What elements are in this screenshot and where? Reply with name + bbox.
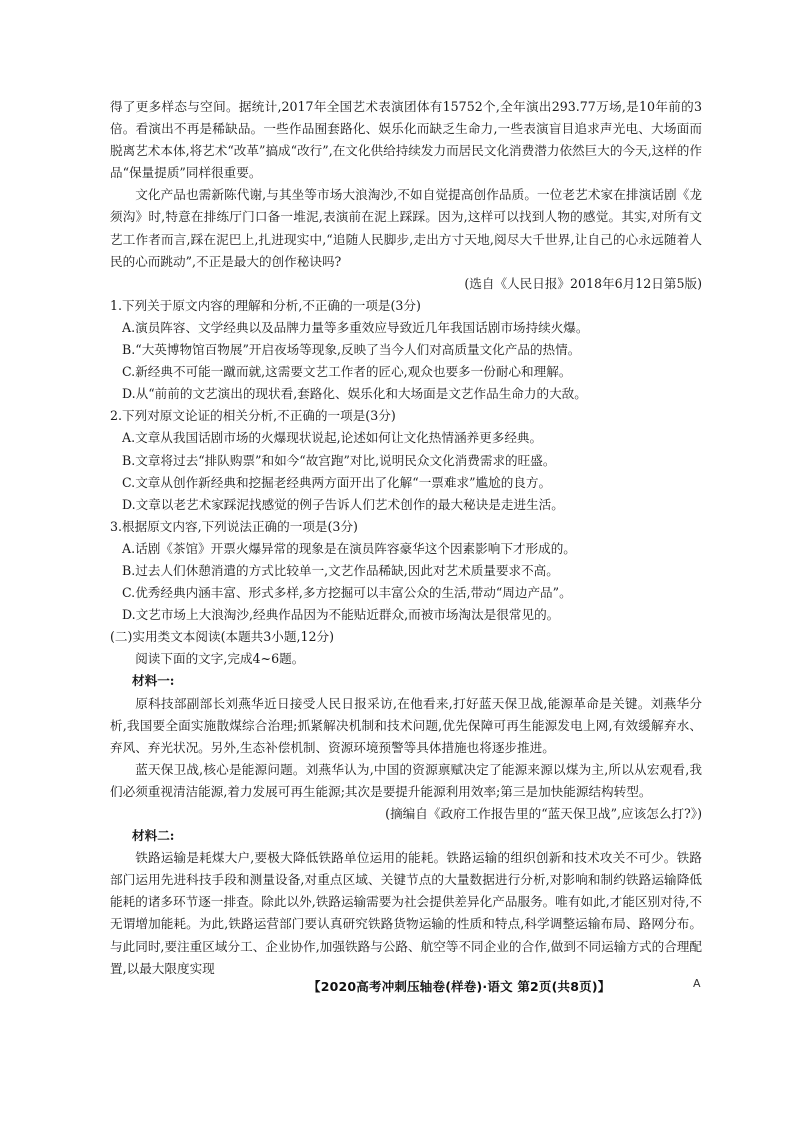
question-1 [110,295,702,405]
question-option: A.话剧《茶馆》开票火爆异常的现象是在演员阵容豪华这个因素影响下才形成的。 [122,540,576,556]
question-stem: 2.下列对原文论证的相关分析,不正确的一项是(3分) [110,408,396,424]
question-option: D.从“前前的文艺演出的现状看,套路化、娱乐化和大场面是文艺作品生命力的大敌。 [122,386,587,402]
material-paragraph: 铁路运输是耗煤大户,要极大降低铁路单位运用的能耗。铁路运输的组织创新和技术攻关不可少。铁路部门运用先进科技手段和测量设备,对重点区域、关键节点的大量数据进行分析,对影响和制约铁路运输降低能耗的诸多环节逐一排查。除此以外,铁路运输需要为社会提供差异化产品服务。唯有如此,才能区别对待,不无谓增加能耗。为此,铁路运营部门要认真研究铁路货物运输的性质和特点,科学调整运输布局、路网分布。与此同时,要注重区域分工、企业协作,加强铁路与公路、航空等不同企业的合作,做到不同运输方式的合理配置,以最大限度实现 [110,850,702,976]
page-footer [0,974,794,998]
question-stem: 1.下列关于原文内容的理解和分析,不正确的一项是(3分) [110,297,421,313]
question-option: C.新经典不可能一蹴而就,这需要文艺工作者的匠心,观众也要多一份耐心和理解。 [122,364,572,380]
material-paragraph: 原科技部副部长刘燕华近日接受人民日报采访,在他看来,打好蓝天保卫战,能源革命是关键。刘燕华分析,我国要全面实施散煤综合治理;抓紧解决机制和技术问题,优先保障可再生能源发电上网,有效缓解弃水、弃风、弃光状况。另外,生态补偿机制、资源环境预警等具体措施也将逐步推进。 [110,695,702,755]
question-option: D.文章以老艺术家踩泥找感觉的例子告诉人们艺术创作的最大秘诀是走进生活。 [122,496,564,512]
question-option: A.文章从我国话剧市场的火爆现状说起,论述如何让文化热情涵养更多经典。 [122,430,543,446]
material-title: 材料一: [132,673,175,689]
question-option: B.过去人们休憩消遣的方式比较单一,文艺作品稀缺,因此对艺术质量要求不高。 [122,562,559,578]
footer-label: 【2020高考冲刺压轴卷(样卷)·语文 第2页(共8页)】 [308,979,611,994]
question-option: B.文章将过去“排队购票”和如今“故宫跑”对比,说明民众文化消费需求的旺盛。 [122,452,556,468]
question-option: C.优秀经典内涵丰富、形式多样,多方挖掘可以丰富公众的生活,带动“周边产品”。 [122,585,572,601]
material-source: (摘编自《政府工作报告里的“蓝天保卫战”,应该怎么打?》) [385,806,702,821]
question-2 [110,405,702,515]
question-option: A.演员阵容、文学经典以及品牌力量等多重效应导致近几年我国话剧市场持续火爆。 [122,319,589,335]
material-title: 材料二: [132,828,175,844]
article-source: (选自《人民日报》2018年6月12日第5版) [464,275,702,291]
section-instruction: 阅读下面的文字,完成4~6题。 [135,651,305,667]
question-option: B.“大英博物馆百物展”开启夜场等现象,反映了当今人们对高质量文化产品的热情。 [122,342,581,358]
article-paragraph: 得了更多样态与空间。据统计,2017年全国艺术表演团体有15752个,全年演出293.77万场,是10年前的3倍。看演出不再是稀缺品。一些作品囿套路化、娱乐化而缺乏生命力,一些表演盲目追求声光电、大场面而脱离艺术本体,将艺术“改革”搞成“改行”,在文化供给持续发力而居民文化消费潜力依然巨大的今天,这样的作品“保量提质”同样很重要。 [110,99,702,181]
footer-corner-mark: A [693,977,701,990]
section-heading: (二)实用类文本阅读(本题共3小题,12分) [110,629,335,645]
question-option: C.文章从创作新经典和挖掘老经典两方面开出了化解“一票难求”尴尬的良方。 [122,474,552,490]
material-paragraph: 蓝天保卫战,核心是能源问题。刘燕华认为,中国的资源禀赋决定了能源来源以煤为主,所以从宏观看,我们必须重视清洁能源,着力发展可再生能源;其次是要提升能源利用效率;第三是加快能源结构转型。 [110,761,702,799]
page-content [110,96,702,980]
question-option: D.文艺市场上大浪淘沙,经典作品因为不能贴近群众,而被市场淘汰是很常见的。 [122,607,560,623]
question-3 [110,516,702,626]
article-paragraph: 文化产品也需新陈代谢,与其坐等市场大浪淘沙,不如自觉提高创作品质。一位老艺术家在排演话剧《龙须沟》时,特意在排练厅门口备一堆泥,表演前在泥上踩踩。因为,这样可以找到人物的感觉。其实,对所有文艺工作者而言,踩在泥巴上,扎进现实中,“追随人民脚步,走出方寸天地,阅尽大千世界,让自己的心永远随着人民的心而跳动”,不正是最大的创作秘诀吗? [110,187,702,269]
question-stem: 3.根据原文内容,下列说法正确的一项是(3分) [110,518,358,534]
